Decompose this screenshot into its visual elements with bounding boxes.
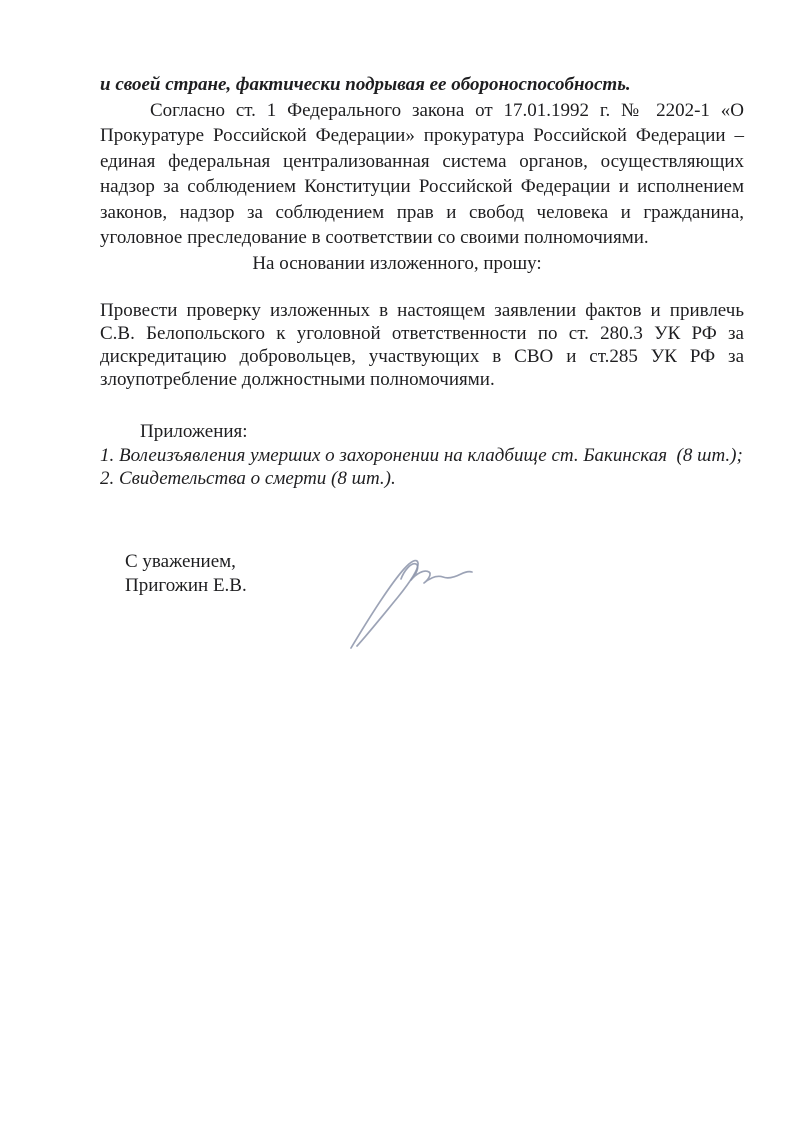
attachments-label: Приложения: <box>140 421 248 442</box>
paragraph-law <box>100 98 744 251</box>
request-heading: На основании изложенного, прошу: <box>252 252 542 274</box>
attachments-section <box>100 420 744 491</box>
text-line: С.В. Белопольского к уголовной ответственности по ст. 280.3 УК РФ за <box>100 323 744 344</box>
lead-line: и своей стране, фактически подрывая ее обороноспособность. <box>100 74 631 95</box>
text-line: дискредитацию добровольцев, участвующих в СВО и ст.285 УК РФ за <box>100 346 744 367</box>
text-line: Провести проверку изложенных в настоящем заявлении фактов и привлечь <box>100 300 744 321</box>
handwritten-signature <box>338 547 478 652</box>
signature-image <box>338 547 478 652</box>
closing-name: Пригожин Е.В. <box>125 574 247 596</box>
text-line: Согласно ст. 1 Федерального закона от 17.01.1992 г. № 2202-1 «О <box>150 99 744 121</box>
signature-stroke <box>401 564 472 583</box>
text-line: надзор за соблюдением Конституции Российской Федерации и исполнением <box>100 176 744 197</box>
text-line: единая федеральная централизованная система органов, осуществляющих <box>100 150 744 172</box>
closing-salutation: С уважением, <box>125 550 236 572</box>
paragraph-request <box>100 299 744 391</box>
text-line: законов, надзор за соблюдением прав и свобод человека и гражданина, <box>100 201 744 223</box>
document-body <box>100 72 744 598</box>
attachment-item: 2. Свидетельства о смерти (8 шт.). <box>100 468 396 489</box>
signature-stroke <box>351 561 418 648</box>
attachment-item: 1. Волеизъявления умерших о захоронении на кладбище ст. Бакинская (8 шт.); <box>100 444 743 466</box>
text-line: злоупотребление должностными полномочиями. <box>100 369 495 390</box>
text-line: уголовное преследование в соответствии со своими полномочиями. <box>100 227 649 248</box>
text-line: Прокуратуре Российской Федерации» прокуратура Российской Федерации – <box>100 125 744 146</box>
